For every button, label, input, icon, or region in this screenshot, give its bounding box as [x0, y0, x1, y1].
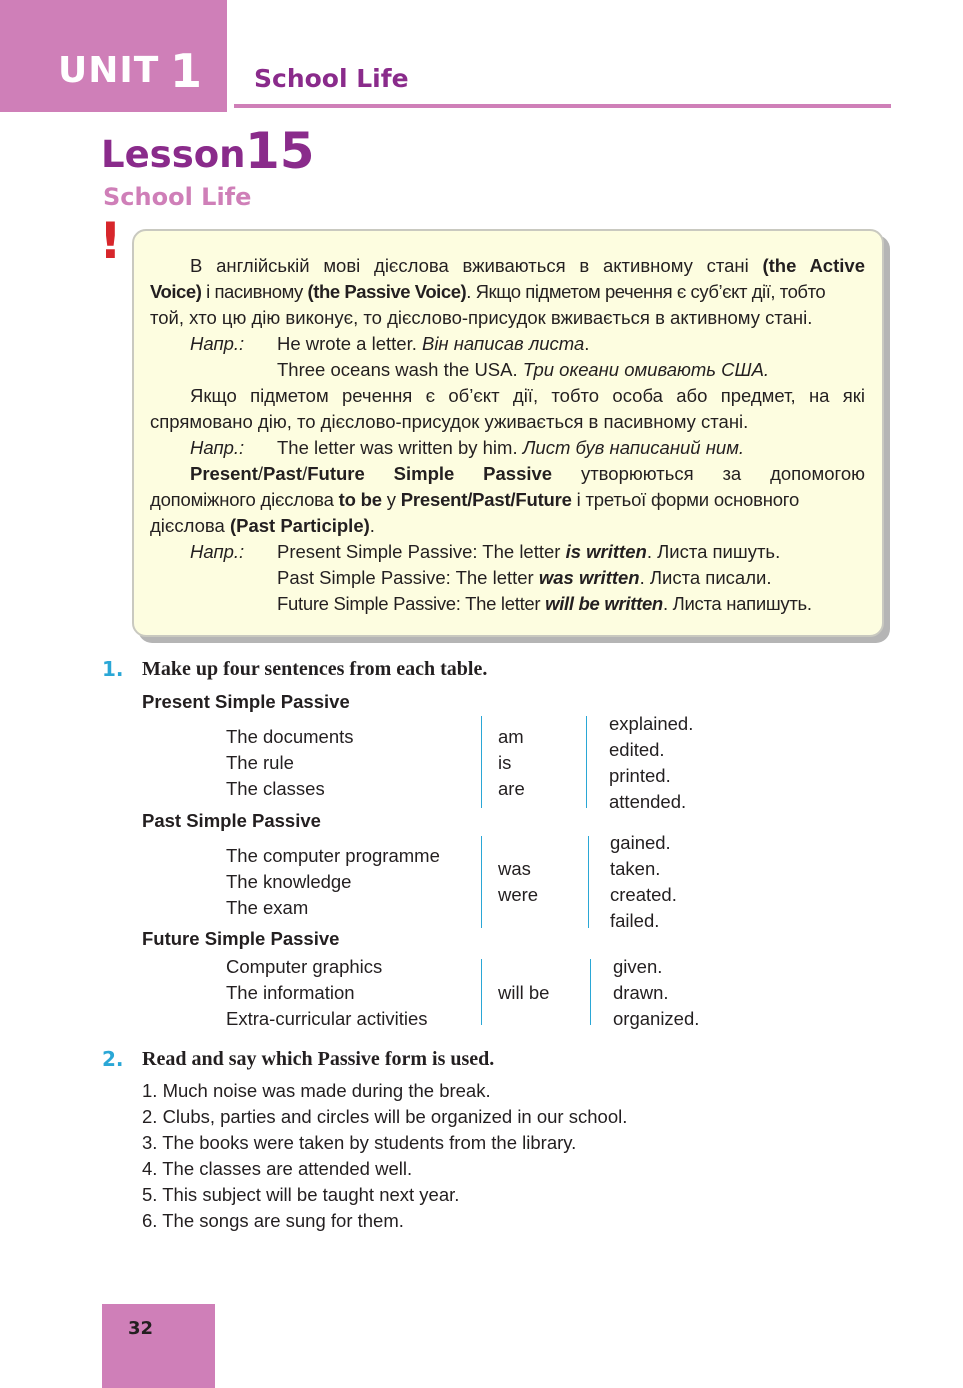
- list-item: 5. This subject will be taught next year.: [142, 1184, 460, 1205]
- table-heading: Future Simple Passive: [142, 928, 340, 949]
- lesson-subtitle: School Life: [103, 183, 252, 211]
- table-divider: [590, 959, 591, 1025]
- task-instruction: Read and say which Passive form is used.: [142, 1048, 495, 1070]
- participle-cell: failed.: [610, 910, 660, 931]
- table-divider: [481, 716, 482, 808]
- verb-cell: is: [498, 752, 512, 773]
- subject-cell: The information: [226, 982, 355, 1003]
- subject-column: [226, 954, 428, 1032]
- example-line: Three oceans wash the USA. Три океани омивають США.: [277, 359, 770, 380]
- verb-cell: were: [498, 884, 539, 905]
- participle-cell: edited.: [609, 739, 665, 760]
- unit-number: 1: [170, 44, 203, 98]
- rule-line: В англійській мові дієслова вживаються в активному стані (the Active: [190, 255, 865, 276]
- verb-column: [498, 856, 538, 908]
- rule-line: той, хто цю дію виконує, то дієслово-присудок вживається в активному стані.: [150, 307, 813, 328]
- subject-cell: The documents: [226, 726, 354, 747]
- table-divider: [586, 716, 587, 808]
- participle-column: [609, 711, 693, 815]
- subject-cell: The computer programme: [226, 845, 440, 866]
- example-line: Future Simple Passive: The letter will be written. Листа напишуть.: [277, 593, 812, 614]
- subject-cell: The knowledge: [226, 871, 352, 892]
- participle-cell: explained.: [609, 713, 694, 734]
- subject-cell: Computer graphics: [226, 956, 383, 977]
- list-item: 6. The songs are sung for them.: [142, 1210, 404, 1231]
- unit-label: UNIT: [58, 50, 160, 91]
- task-number: 2.: [102, 1047, 124, 1071]
- participle-cell: attended.: [609, 791, 687, 812]
- list-item: 1. Much noise was made during the break.: [142, 1080, 491, 1101]
- subject-cell: The classes: [226, 778, 325, 799]
- verb-column: [498, 980, 549, 1006]
- page-number: 32: [128, 1318, 154, 1339]
- verb-cell: will be: [498, 982, 550, 1003]
- table-heading: Past Simple Passive: [142, 810, 321, 831]
- rule-line: дієслова (Past Participle).: [150, 515, 375, 536]
- attention-icon: !: [99, 212, 122, 270]
- task-instruction: Make up four sentences from each table.: [142, 658, 488, 680]
- table-divider: [588, 836, 589, 928]
- verb-cell: was: [498, 858, 531, 879]
- list-item: 3. The books were taken by students from the library.: [142, 1132, 577, 1153]
- participle-cell: printed.: [609, 765, 671, 786]
- page-number-tab: [102, 1304, 215, 1388]
- rule-line: спрямовано дію, то дієслово-присудок уживається в пасивному стані.: [150, 411, 749, 432]
- table-divider: [481, 959, 482, 1025]
- unit-title: School Life: [254, 64, 409, 93]
- verb-column: [498, 724, 525, 802]
- participle-column: [613, 954, 699, 1032]
- example-label: Напр.:: [190, 541, 245, 562]
- participle-cell: created.: [610, 884, 677, 905]
- list-item: 2. Clubs, parties and circles will be organized in our school.: [142, 1106, 628, 1127]
- subject-column: [226, 724, 354, 802]
- list-item: 4. The classes are attended well.: [142, 1158, 413, 1179]
- rule-line: допоміжного дієслова to be у Present/Past/Future і третьої форми основного: [150, 489, 800, 510]
- lesson-word: Lesson: [101, 133, 246, 176]
- participle-cell: organized.: [613, 1008, 700, 1029]
- subject-cell: The exam: [226, 897, 309, 918]
- task-number: 1.: [102, 657, 124, 681]
- participle-cell: gained.: [610, 832, 671, 853]
- rule-line: Якщо підметом речення є об’єкт дії, тобто особа або предмет, на які: [190, 385, 865, 406]
- participle-cell: taken.: [610, 858, 661, 879]
- subject-cell: Extra-curricular activities: [226, 1008, 428, 1029]
- participle-column: [610, 830, 677, 934]
- example-label: Напр.:: [190, 437, 245, 458]
- example-line: The letter was written by him. Лист був написаний ним.: [277, 437, 745, 458]
- lesson-number: 15: [245, 122, 315, 180]
- subject-cell: The rule: [226, 752, 294, 773]
- example-line: Past Simple Passive: The letter was written. Листа писали.: [277, 567, 772, 588]
- example-label: Напр.:: [190, 333, 245, 354]
- example-line: He wrote a letter. Він написав листа.: [277, 333, 590, 354]
- header-rule: [234, 104, 891, 108]
- table-divider: [481, 836, 482, 928]
- participle-cell: given.: [613, 956, 663, 977]
- participle-cell: drawn.: [613, 982, 669, 1003]
- example-line: Present Simple Passive: The letter is written. Листа пишуть.: [277, 541, 781, 562]
- rule-line: Voice) і пасивному (the Passive Voice). Якщо підметом речення є суб’єкт дії, тобто: [150, 281, 826, 302]
- verb-cell: am: [498, 726, 524, 747]
- rule-line: Present/Past/Future Simple Passive утворюються за допомогою: [190, 463, 865, 484]
- verb-cell: are: [498, 778, 525, 799]
- subject-column: [226, 843, 440, 921]
- table-heading: Present Simple Passive: [142, 691, 350, 712]
